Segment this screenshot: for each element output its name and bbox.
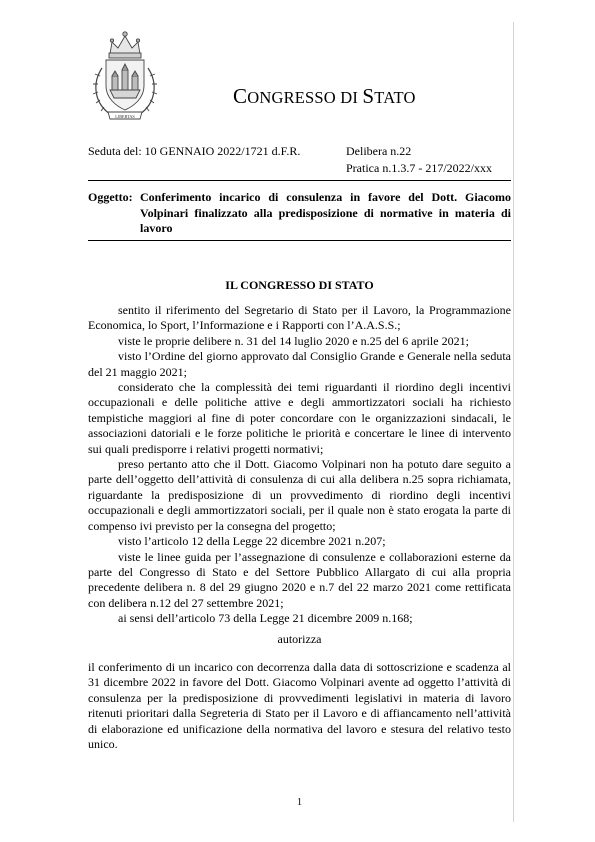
- subject-text: Conferimento incarico di consulenza in favore del Dott. Giacomo Volpinari finalizzato alla predisposizione di normative in materia di lavoro: [140, 190, 511, 235]
- operative-verb: autorizza: [277, 632, 322, 646]
- file-number: Pratica n.1.3.7 - 217/2022/xxx: [346, 161, 492, 175]
- recital-paragraph: visto l’Ordine del giorno approvato dal Consiglio Grande e Generale nella seduta del 21 maggio 2021;: [88, 349, 511, 379]
- subject-bottom-rule: [88, 240, 511, 241]
- recital-paragraph: sentito il riferimento del Segretario di Stato per il Lavoro, la Programmazione Economica, lo Sport, l’Informazione e i Rapporti con l’A.A.S.S.;: [88, 303, 511, 333]
- section-heading: IL CONGRESSO DI STATO: [225, 278, 374, 292]
- subject-top-rule: [88, 180, 511, 181]
- coat-of-arms-emblem: [88, 28, 162, 124]
- recitals: [88, 303, 511, 627]
- recital-paragraph: ai sensi dell’articolo 73 della Legge 21 dicembre 2009 n.168;: [118, 611, 413, 626]
- recital-paragraph: viste le proprie delibere n. 31 del 14 luglio 2020 e n.25 del 6 aprile 2021;: [118, 333, 469, 348]
- resolution-text: il conferimento di un incarico con decorrenza dalla data di sottoscrizione e scadenza al 31 dicembre 2022 in favore del Dott. Giacomo Volpinari avente ad oggetto l’attività di consulenza per la predisposizione di provvedimenti legislativi in materia di lavoro ritenuti prioritari dalla Segreteria di Stato per il Lavoro e di affiancamento nell’attività di elaborazione ed unificazione della normativa del lavoro e stesura del relativo testo unico.: [88, 660, 511, 752]
- page-number: 1: [297, 797, 302, 808]
- recital-paragraph: viste le linee guida per l’assegnazione di consulenze e collaborazioni esterne da parte del Congresso di Stato e del Settore Pubblico Allargato di cui alla propria precedente delibera n. 8 del 29 giugno 2020 e n.7 del 22 marzo 2021 come rettificata con delibera n.12 del 27 settembre 2021;: [88, 549, 511, 610]
- recital-paragraph: considerato che la complessità dei temi riguardanti il riordino degli incentivi occupazionali e delle politiche attive e degli ammortizzatori sociali ha richiesto tempistiche maggiori al fine di poter concordare con le organizzazioni sindacali, le associazioni datoriali e le forze politiche le priorità e concertare le linee di intervento sui quali predisporre i relativi progetti normativi;: [88, 380, 511, 456]
- margin-line: [513, 22, 514, 822]
- recital-paragraph: visto l’articolo 12 della Legge 22 dicembre 2021 n.207;: [118, 534, 386, 549]
- session-date: Seduta del: 10 GENNAIO 2022/1721 d.F.R.: [88, 144, 301, 158]
- resolution-number: Delibera n.22: [346, 144, 412, 158]
- emblem-motto: LIBERTAS: [115, 114, 135, 119]
- document-title: CONGRESSO DI STATO: [233, 84, 416, 108]
- subject-label: Oggetto:: [88, 190, 133, 204]
- recital-paragraph: preso pertanto atto che il Dott. Giacomo Volpinari non ha potuto dare seguito a parte dell’oggetto dell’attività di consulenza di cui alla delibera n.25 sopra richiamata, riguardante la predisposizione di un provvedimento di riordino degli incentivi occupazionali e degli ammortizzatori sociali, per il quale non è stato erogata la parte di compenso ivi previsto per la consegna del progetto;: [88, 457, 511, 533]
